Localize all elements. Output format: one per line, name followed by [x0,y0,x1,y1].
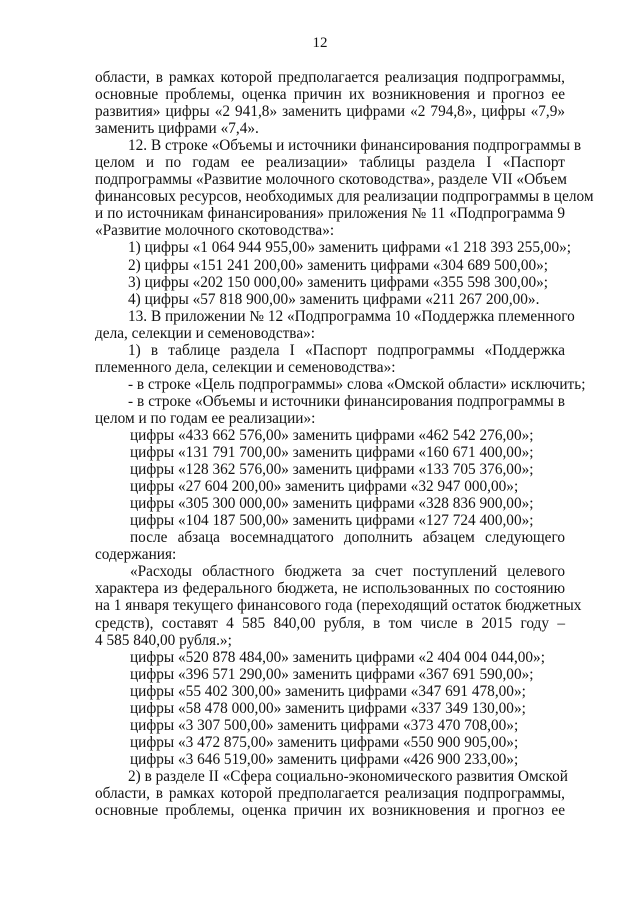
document-body [95,69,594,820]
text-line: 12. В строке «Объемы и источники финансирования подпрограммы в [128,137,582,155]
text-line: основные проблемы, оценка причин их возникновения и прогноз ее [95,86,565,104]
text-line: на 1 января текущего финансового года (переходящий остаток бюджетных [95,597,582,615]
text-line: характера из федерального бюджета, не использованных по состоянию [95,580,565,598]
text-line: цифры «3 646 519,00» заменить цифрами «426 900 233,00»; [130,750,519,768]
text-line: 4) цифры «57 818 900,00» заменить цифрами «211 267 200,00». [128,290,540,308]
text-line: целом и по годам ее реализации»: [95,409,316,427]
text-line: финансовых ресурсов, необходимых для реализации подпрограммы в целом [95,188,594,206]
text-line: цифры «3 472 875,00» заменить цифрами «550 900 905,00»; [130,733,519,751]
text-line: области, в рамках которой предполагается реализация подпрограммы, [95,69,565,86]
text-line: после абзаца восемнадцатого дополнить абзацем следующего [130,529,565,547]
text-line: 1) в таблице раздела I «Паспорт подпрограммы «Поддержка [128,341,565,359]
text-line: средств), составят 4 585 840,00 рубля, в том числе в 2015 году – [95,614,565,632]
text-line: цифры «58 478 000,00» заменить цифрами «337 349 130,00»; [130,699,526,717]
text-line: цифры «433 662 576,00» заменить цифрами «462 542 276,00»; [130,426,534,444]
text-line: «Развитие молочного скотоводства»: [95,222,335,240]
text-line: содержания: [95,546,177,564]
text-line: развития» цифры «2 941,8» заменить цифрами «2 794,8», цифры «7,9» [95,103,565,121]
text-line: целом и по годам ее реализации» таблицы раздела I «Паспорт [95,154,565,172]
text-line: 13. В приложении № 12 «Подпрограмма 10 «Поддержка племенного [128,307,575,325]
text-line: цифры «305 300 000,00» заменить цифрами «328 836 900,00»; [130,495,534,513]
text-line: цифры «3 307 500,00» заменить цифрами «373 470 708,00»; [130,716,519,734]
text-line: цифры «27 604 200,00» заменить цифрами «32 947 000,00»; [130,478,519,496]
page-number: 12 [312,35,328,51]
text-line: цифры «396 571 290,00» заменить цифрами «367 691 590,00»; [130,665,534,683]
text-line: 1) цифры «1 064 944 955,00» заменить цифрами «1 218 393 255,00»; [128,239,571,257]
text-line: цифры «55 402 300,00» заменить цифрами «347 691 478,00»; [130,682,526,700]
text-line: подпрограммы «Развитие молочного скотоводства», разделе VII «Объем [95,171,567,189]
text-line: цифры «128 362 576,00» заменить цифрами «133 705 376,00»; [130,461,534,479]
text-line: - в строке «Цель подпрограммы» слова «Омской области» исключить; [128,375,586,393]
text-line: «Расходы областного бюджета за счет поступлений целевого [130,563,565,581]
text-line: - в строке «Объемы и источники финансирования подпрограммы в [128,392,565,410]
text-line: племенного дела, селекции и семеноводства»: [95,358,396,376]
text-line: области, в рамках которой предполагается реализация подпрограммы, [95,784,565,802]
text-line: дела, селекции и семеноводства»: [95,324,316,342]
text-line: цифры «520 878 484,00» заменить цифрами «2 404 004 044,00»; [130,648,545,666]
text-line: и по источникам финансирования» приложения № 11 «Подпрограмма 9 [95,205,565,223]
text-line: цифры «104 187 500,00» заменить цифрами «127 724 400,00»; [130,512,534,530]
text-line: основные проблемы, оценка причин их возникновения и прогноз ее [95,802,565,820]
text-line: цифры «131 791 700,00» заменить цифрами «160 671 400,00»; [130,444,534,462]
text-line: 3) цифры «202 150 000,00» заменить цифрами «355 598 300,00»; [128,273,549,291]
text-line: заменить цифрами «7,4». [95,120,259,138]
text-line: 4 585 840,00 рубля.»; [95,631,232,649]
text-line: 2) цифры «151 241 200,00» заменить цифрами «304 689 500,00»; [128,256,549,274]
text-line: 2) в разделе II «Сфера социально-экономического развития Омской [128,767,568,785]
